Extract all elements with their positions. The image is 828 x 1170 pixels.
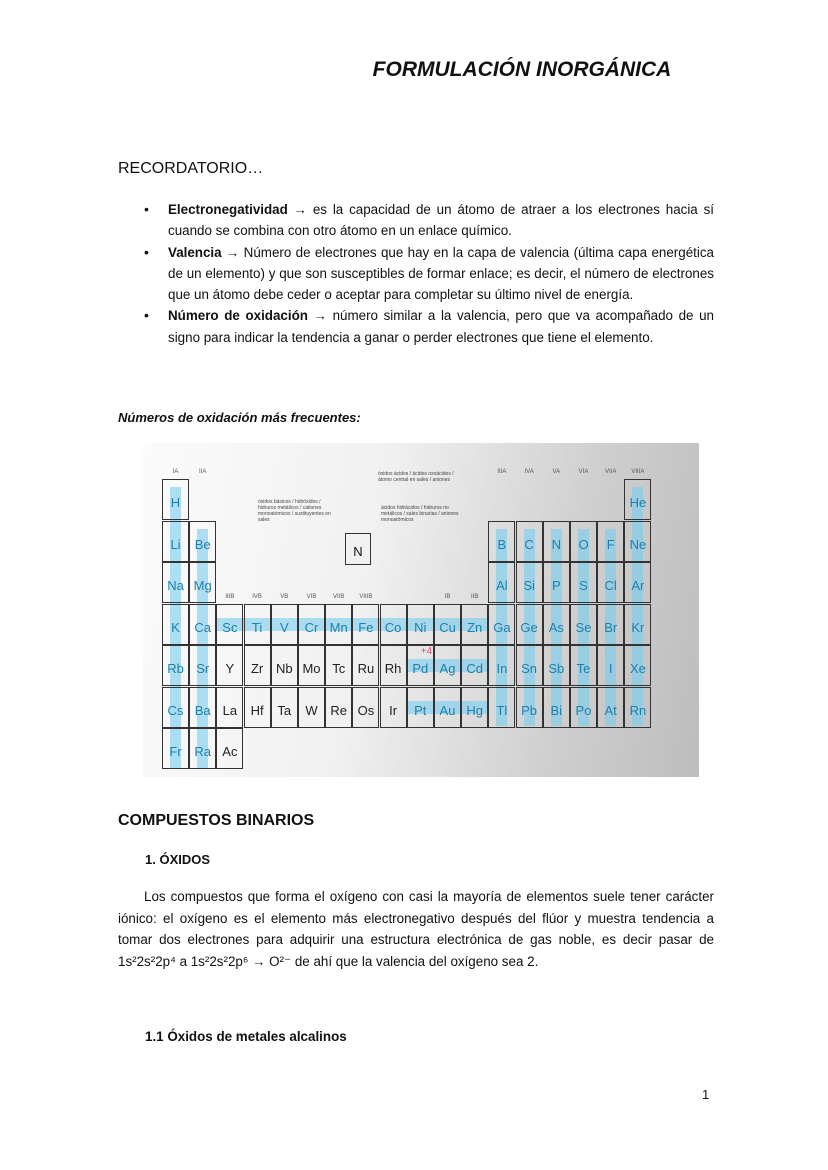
- group-label: VIIIB: [359, 593, 373, 600]
- element-ti: Ti: [244, 604, 271, 645]
- element-rn: Rn: [624, 687, 651, 728]
- legend-right-bottom: ácidos hidrácidos / hidruros no metálicos / sales binarias / aniones monoatómicos: [381, 505, 459, 523]
- bullet-icon: •: [144, 201, 149, 217]
- element-po: Po: [570, 687, 597, 728]
- element-be: Be: [189, 521, 216, 562]
- handwritten-note: +4: [420, 646, 433, 657]
- element-mo: Mo: [298, 645, 325, 686]
- element-sr: Sr: [189, 645, 216, 686]
- list-item: [118, 199, 714, 242]
- group-label: IIB: [471, 593, 479, 600]
- section-title: COMPUESTOS BINARIOS: [118, 812, 315, 829]
- element-in: In: [488, 645, 515, 686]
- subsection-alcalinos: 1.1 Óxidos de metales alcalinos: [145, 1029, 347, 1044]
- element-at: At: [597, 687, 624, 728]
- bullet-icon: •: [144, 243, 149, 260]
- element-cd: Cd: [461, 645, 488, 686]
- element-si: Si: [516, 562, 543, 603]
- element-i: I: [597, 645, 624, 686]
- element-te: Te: [570, 645, 597, 686]
- periodic-table-image: [143, 443, 699, 777]
- element-tl: Tl: [488, 687, 515, 728]
- term: Valencia: [168, 244, 222, 260]
- oxidation-heading: Números de oxidación más frecuentes:: [118, 410, 361, 425]
- page-number: 1: [702, 1087, 710, 1102]
- group-label: VIA: [578, 469, 589, 475]
- arrow: →: [221, 244, 244, 260]
- definition: es la capacidad de un átomo de atraer a los electrones hacia sí cuando se combina con otro átomo en un enlace químico.: [168, 202, 714, 239]
- element-hg: Hg: [461, 687, 488, 728]
- element-re: Re: [325, 687, 352, 728]
- element-kr: Kr: [624, 604, 651, 645]
- element-p: P: [543, 562, 570, 603]
- element-ga: Ga: [488, 604, 515, 645]
- element-pt: Pt: [407, 687, 434, 728]
- element-cl: Cl: [597, 562, 624, 603]
- element-os: Os: [352, 687, 379, 728]
- element-k: K: [162, 604, 189, 645]
- element-ir: Ir: [380, 687, 407, 728]
- element-b: B: [488, 521, 515, 562]
- legend-right-top: óxidos ácidos / ácidos oxoácidos / átomo central en sales / aniones: [378, 471, 454, 483]
- group-label: VA: [552, 469, 561, 475]
- element-rb: Rb: [162, 645, 189, 686]
- group-label: IVA: [524, 469, 534, 475]
- element-v: V: [271, 604, 298, 645]
- subsection-oxidos: 1. ÓXIDOS: [145, 852, 211, 867]
- element-ne: Ne: [624, 521, 651, 562]
- element-xe: Xe: [624, 645, 651, 686]
- element-fr: Fr: [162, 728, 189, 769]
- element-s: S: [570, 562, 597, 603]
- element-ta: Ta: [271, 687, 298, 728]
- group-label: IIA: [199, 469, 207, 475]
- element-pd: Pd: [407, 645, 434, 686]
- group-label: IVB: [252, 593, 262, 600]
- key-element-box: N: [345, 533, 371, 565]
- element-w: W: [298, 687, 325, 728]
- element-nb: Nb: [271, 645, 298, 686]
- element-sb: Sb: [543, 645, 570, 686]
- group-label: VB: [280, 593, 289, 600]
- term: Número de oxidación: [168, 308, 308, 324]
- element-bi: Bi: [543, 687, 570, 728]
- element-ge: Ge: [516, 604, 543, 645]
- group-label: IB: [444, 593, 451, 600]
- element-tc: Tc: [325, 645, 352, 686]
- element-o: O: [570, 521, 597, 562]
- element-he: He: [624, 479, 651, 520]
- group-label: IIIA: [497, 469, 507, 475]
- element-ra: Ra: [189, 728, 216, 769]
- element-mn: Mn: [325, 604, 352, 645]
- group-label: VIB: [306, 593, 317, 600]
- element-as: As: [543, 604, 570, 645]
- group-label: VIIIA: [631, 469, 645, 475]
- element-sn: Sn: [516, 645, 543, 686]
- element-la: La: [216, 687, 243, 728]
- element-pb: Pb: [516, 687, 543, 728]
- element-mg: Mg: [189, 562, 216, 603]
- element-li: Li: [162, 521, 189, 562]
- recordatorio-heading: RECORDATORIO…: [118, 160, 264, 177]
- element-n: N: [543, 521, 570, 562]
- element-y: Y: [216, 645, 243, 686]
- element-hf: Hf: [244, 687, 271, 728]
- element-ni: Ni: [407, 604, 434, 645]
- element-fe: Fe: [352, 604, 379, 645]
- element-ar: Ar: [624, 562, 651, 603]
- element-h: H: [162, 479, 189, 520]
- arrow: →: [307, 308, 333, 324]
- element-cr: Cr: [298, 604, 325, 645]
- term: Electronegatividad: [168, 202, 288, 217]
- element-ru: Ru: [352, 645, 379, 686]
- bullet-icon: •: [144, 307, 149, 324]
- element-ca: Ca: [189, 604, 216, 645]
- list-item: [118, 305, 714, 348]
- element-ac: Ac: [216, 728, 243, 769]
- element-co: Co: [380, 604, 407, 645]
- element-zn: Zn: [461, 604, 488, 645]
- definitions-list: [118, 199, 714, 348]
- group-label: IA: [172, 469, 179, 475]
- element-al: Al: [488, 562, 515, 603]
- element-sc: Sc: [216, 604, 243, 645]
- group-label: IIIB: [225, 593, 235, 600]
- element-au: Au: [434, 687, 461, 728]
- element-c: C: [516, 521, 543, 562]
- element-br: Br: [597, 604, 624, 645]
- page-title: FORMULACIÓN INORGÁNICA: [372, 58, 672, 81]
- group-label: VIIA: [605, 469, 617, 475]
- element-f: F: [597, 521, 624, 562]
- element-na: Na: [162, 562, 189, 603]
- element-rh: Rh: [380, 645, 407, 686]
- list-item: [118, 242, 714, 306]
- definition: número similar a la valencia, pero que va acompañado de un signo para indicar la tendencia a ganar o perder electrones que tiene el elemento.: [168, 308, 714, 345]
- element-se: Se: [570, 604, 597, 645]
- element-ag: Ag: [434, 645, 461, 686]
- element-cs: Cs: [162, 687, 189, 728]
- element-ba: Ba: [189, 687, 216, 728]
- oxidos-paragraph: Los compuestos que forma el oxígeno con casi la mayoría de elementos suele tener carácter iónico: el oxígeno es el elemento más electronegativo después del flúor y muestra tendencia a tomar dos electrones para adquirir una estructura electrónica de gas noble, es decir pasar de 1s²2s²2p⁴ a 1s²2s²2p⁶ → O²⁻ de ahí que la valencia del oxígeno sea 2.: [118, 889, 714, 969]
- group-label: VIIB: [333, 593, 345, 600]
- element-zr: Zr: [244, 645, 271, 686]
- arrow: →: [287, 202, 313, 217]
- definition: Número de electrones que hay en la capa de valencia (última capa energética de un elemento) y que son susceptibles de formar enlace; es decir, el número de electrones que un átomo debe ceder o aceptar para completar su último nivel de energía.: [168, 244, 714, 303]
- element-cu: Cu: [434, 604, 461, 645]
- legend-left: óxidos básicos / hidróxidos / hidruros metálicos / cationes monoatómicos / sustituyentes en sales: [258, 499, 331, 523]
